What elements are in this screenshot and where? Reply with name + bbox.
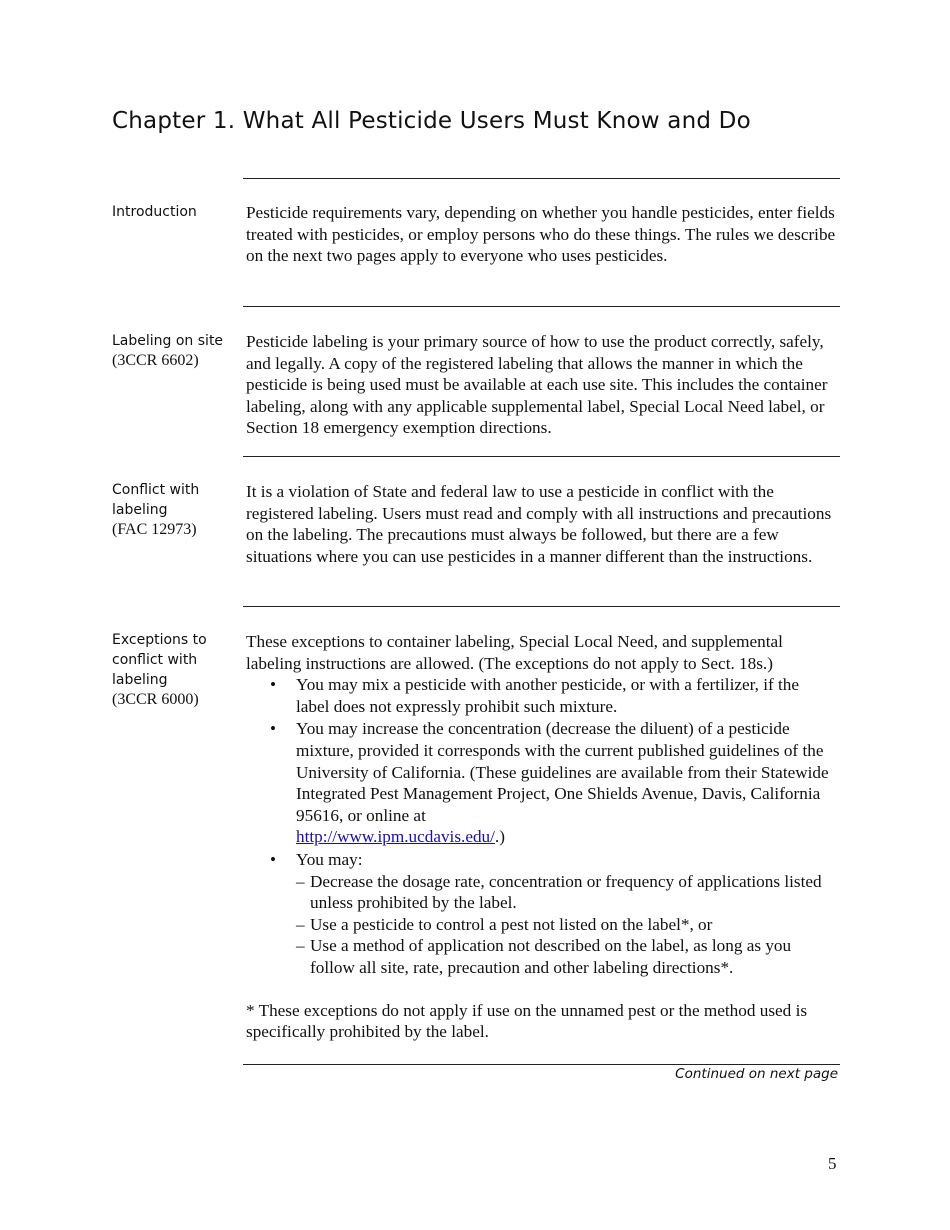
sub-list-item (296, 871, 836, 914)
introduction-text: Pesticide requirements vary, depending on whether you handle pesticides, enter fields treated with pesticides, or employ persons who do these things. The rules we describe on the next two pages apply to everyone who uses pesticides. (246, 203, 836, 266)
sub-item-text: Use a pesticide to control a pest not listed on the label*, or (310, 914, 713, 934)
list-item (246, 718, 836, 848)
exceptions-content (246, 631, 836, 1043)
section-label-exceptions (112, 630, 237, 710)
bullet-text-after-link: .) (494, 827, 505, 847)
section-label-conflict-with-labeling (112, 480, 237, 540)
section-divider (243, 1064, 840, 1065)
page-number: 5 (828, 1154, 837, 1173)
sub-item-text: Use a method of application not described on the label, as long as you follow all site, rate, precaution and other labeling directions*. (310, 936, 792, 977)
bullet-text: You may mix a pesticide with another pesticide, or with a fertilizer, if the label does not expressly prohibit such mixture. (296, 675, 800, 716)
section-label-text: Introduction (112, 204, 197, 220)
sub-list-item (296, 914, 836, 936)
conflict-with-labeling-text: It is a violation of State and federal law to use a pesticide in conflict with the registered labeling. Users must read and comply with all instructions and precautions on the labeling. The precautions must always be followed, but there are a few situations where you can use pesticides in a manner different than the instructions. (246, 482, 832, 566)
section-label-introduction (112, 202, 237, 222)
dash-glyph: – (296, 914, 305, 934)
chapter-title: Chapter 1. What All Pesticide Users Must Know and Do (112, 108, 751, 134)
labeling-on-site-text: Pesticide labeling is your primary source of how to use the product correctly, safely, and legally. A copy of the registered labeling that allows the manner in which the pesticide is being used must be available at each use site. This includes the container labeling, along with any applicable supplemental label, Special Local Need label, or Section 18 emergency exemption directions. (246, 332, 828, 438)
sub-item-text: Decrease the dosage rate, concentration or frequency of applications listed unless prohibited by the label. (310, 871, 822, 913)
exceptions-list (246, 674, 836, 978)
section-reference: (3CCR 6000) (112, 691, 199, 708)
list-item (246, 674, 836, 717)
bullet-text: You may increase the concentration (decrease the diluent) of a pesticide mixture, provided it corresponds with the current published guidelines of the University of California. (These guidelines are available from their Statewide Integrated Pest Management Project, One Shields Avenue, Davis, California 95616, or online at (296, 719, 829, 825)
list-item (246, 849, 836, 979)
section-label-labeling-on-site (112, 331, 237, 371)
continued-notice: Continued on next page (675, 1066, 838, 1082)
dash-glyph: – (296, 871, 305, 891)
dash-glyph: – (296, 936, 305, 956)
section-label-text: Conflict with labeling (112, 482, 200, 518)
section-reference: (FAC 12973) (112, 521, 197, 538)
bullet-glyph: • (270, 719, 277, 739)
section-label-text: Labeling on site (112, 333, 224, 349)
section-divider (243, 456, 840, 457)
section-divider (243, 178, 840, 179)
bullet-glyph: • (270, 675, 277, 695)
section-label-text: Exceptions to conflict with labeling (112, 632, 207, 688)
sub-list-item (296, 935, 836, 978)
ipm-link[interactable]: http://www.ipm.ucdavis.edu/ (296, 827, 495, 847)
bullet-glyph: • (270, 849, 277, 869)
section-divider (243, 306, 840, 307)
exceptions-intro: These exceptions to container labeling, Special Local Need, and supplemental labeling instructions are allowed. (The exceptions do not apply to Sect. 18s.) (246, 632, 783, 673)
section-divider (243, 606, 840, 607)
exceptions-footnote: * These exceptions do not apply if use on the unnamed pest or the method used is specifically prohibited by the label. (246, 1000, 808, 1042)
section-reference: (3CCR 6602) (112, 352, 199, 369)
bullet-text: You may: (296, 849, 363, 869)
